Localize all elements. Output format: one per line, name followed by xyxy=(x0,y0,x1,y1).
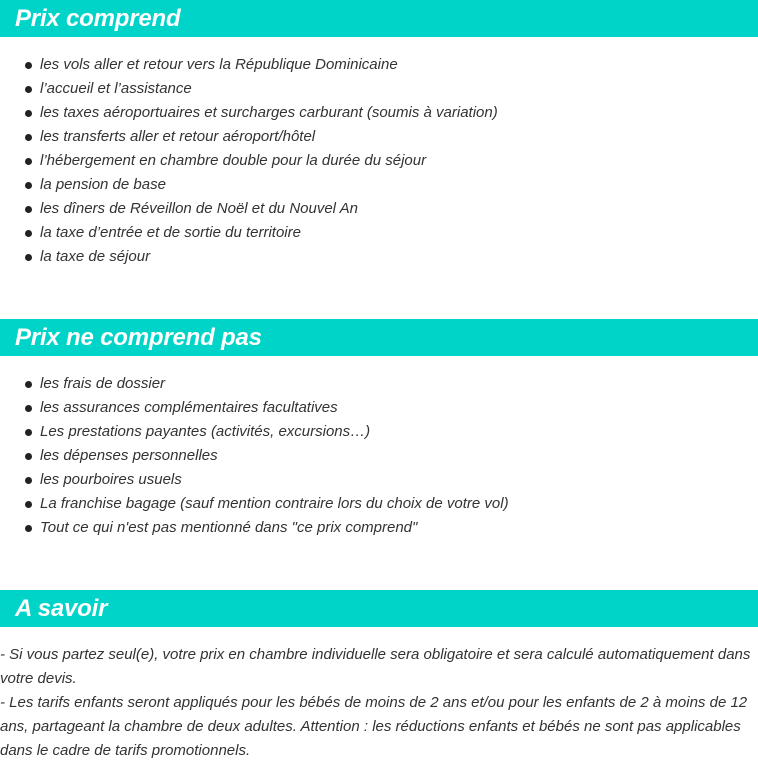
list-item-text: les transferts aller et retour aéroport/hôtel xyxy=(40,128,316,145)
list-item xyxy=(0,492,509,516)
bullet-icon xyxy=(25,110,32,117)
list-item-text: les pourboires usuels xyxy=(40,471,182,488)
list-item-text: l’hébergement en chambre double pour la durée du séjour xyxy=(40,152,427,169)
section-header-included: Prix comprend xyxy=(0,0,758,37)
list-item-text: Tout ce qui n'est pas mentionné dans "ce prix comprend" xyxy=(40,519,418,536)
list-item xyxy=(0,444,509,468)
list-item xyxy=(0,53,498,77)
bullet-icon xyxy=(25,429,32,436)
list-item xyxy=(0,221,498,245)
list-item xyxy=(0,101,498,125)
bullet-icon xyxy=(25,453,32,460)
bullet-icon xyxy=(25,182,32,189)
list-item-text: La franchise bagage (sauf mention contraire lors du choix de votre vol) xyxy=(40,495,509,512)
excluded-list xyxy=(0,372,509,540)
bullet-icon xyxy=(25,501,32,508)
list-item-text: les frais de dossier xyxy=(40,375,166,392)
list-item-text: les taxes aéroportuaires et surcharges carburant (soumis à variation) xyxy=(40,104,498,121)
list-item-text: la pension de base xyxy=(40,176,166,193)
list-item xyxy=(0,396,509,420)
bullet-icon xyxy=(25,86,32,93)
list-item xyxy=(0,125,498,149)
list-item xyxy=(0,516,509,540)
bullet-icon xyxy=(25,405,32,412)
list-item xyxy=(0,197,498,221)
list-item-text: les vols aller et retour vers la République Dominicaine xyxy=(40,56,398,73)
bullet-icon xyxy=(25,525,32,532)
list-item xyxy=(0,77,498,101)
list-item xyxy=(0,420,509,444)
bullet-icon xyxy=(25,206,32,213)
list-item-text: les dépenses personnelles xyxy=(40,447,218,464)
bullet-icon xyxy=(25,158,32,165)
list-item-text: Les prestations payantes (activités, excursions…) xyxy=(40,423,371,440)
info-paragraph: - Si vous partez seul(e), votre prix en chambre individuelle sera obligatoire et sera calculé automatiquement dans votre devis. xyxy=(0,646,751,687)
bullet-icon xyxy=(25,254,32,261)
list-item-text: la taxe d’entrée et de sortie du territoire xyxy=(40,224,301,241)
list-item-text: les assurances complémentaires facultatives xyxy=(40,399,338,416)
bullet-icon xyxy=(25,134,32,141)
bullet-icon xyxy=(25,381,32,388)
list-item xyxy=(0,149,498,173)
list-item xyxy=(0,245,498,269)
section-header-info: A savoir xyxy=(0,590,758,627)
list-item xyxy=(0,372,509,396)
list-item-text: les dîners de Réveillon de Noël et du Nouvel An xyxy=(40,200,358,217)
list-item xyxy=(0,173,498,197)
section-header-excluded: Prix ne comprend pas xyxy=(0,319,758,356)
list-item xyxy=(0,468,509,492)
included-list xyxy=(0,53,498,269)
list-item-text: la taxe de séjour xyxy=(40,248,151,265)
bullet-icon xyxy=(25,62,32,69)
info-text-block xyxy=(0,643,758,763)
bullet-icon xyxy=(25,230,32,237)
info-paragraph: - Les tarifs enfants seront appliqués pour les bébés de moins de 2 ans et/ou pour les enfants de 2 à moins de 12 ans, partageant la chambre de deux adultes. Attention : les réductions enfants et bébés ne sont pas applicables dans le cadre de tarifs promotionnels. xyxy=(0,694,748,759)
bullet-icon xyxy=(25,477,32,484)
list-item-text: l’accueil et l’assistance xyxy=(40,80,192,97)
